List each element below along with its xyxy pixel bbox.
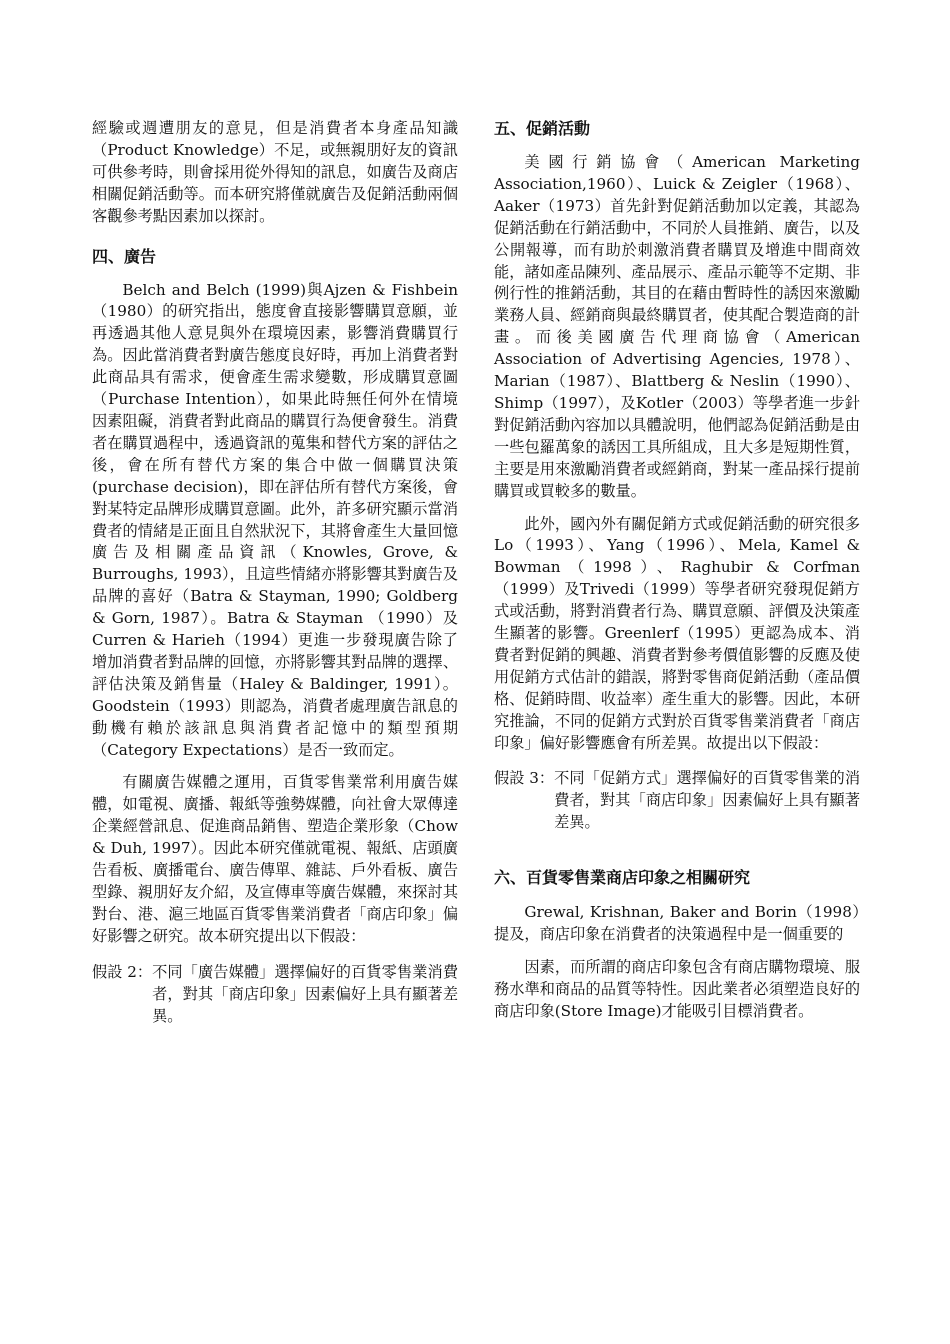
- hypothesis-2: [92, 962, 458, 1028]
- hypothesis-2-text: 不同「廣告媒體」選擇偏好的百貨零售業消費者，對其「商店印象」因素偏好上具有顯著差異。: [152, 962, 458, 1025]
- right-column: [494, 118, 860, 1023]
- paragraph-store-image-1: Grewal, Krishnan, Baker and Borin（1998）提及，商店印象在消費者的決策過程中是一個重要的: [494, 903, 860, 944]
- left-column: [92, 118, 458, 1027]
- hypothesis-3: [494, 768, 860, 834]
- paragraph-store-image-2: 因素，而所謂的商店印象包含有商店購物環境、服務水準和商品的品質等特性。因此業者必須塑造良好的商店印象(Store Image)才能吸引目標消費者。: [494, 958, 860, 1020]
- section-heading-store-image: 六、百貨零售業商店印象之相關研究: [494, 868, 751, 888]
- hypothesis-3-text: 不同「促銷方式」選擇偏好的百貨零售業的消費者，對其「商店印象」因素偏好上具有顯著差異。: [554, 769, 860, 832]
- paragraph-promotion-1: 美國行銷協會（American Marketing Association,1960）、Luick & Zeigler（1968）、Aaker（1973）首先針對促銷活動加以定義，其認為促銷活動在行銷活動中，不同於人員推銷、廣告，以及公開報導，而有助於刺激消費者購買及增進中間商效能，諸如產品陳列、產品展示、產品示範等不定期、非例行性的推銷活動，其目的在藉由暫時性的誘因來激勵業務人員、經銷商與最終購買者，使其配合製造商的計畫。而後美國廣告代理商協會（American Association of Advertising Agencies, 1978）、Marian（1987）、Blattberg & Neslin（1990）、Shimp（1997），及Kotler（2003）等學者進一步針對促銷活動內容加以具體說明，他們認為促銷活動是由一些包羅萬象的誘因工具所組成，且大多是短期性質，主要是用來激勵消費者或經銷商，對某一產品採行提前購買或買較多的數量。: [494, 153, 860, 500]
- paragraph-promotion-2: 此外，國內外有關促銷方式或促銷活動的研究很多Lo（1993）、Yang（1996）、Mela, Kamel & Bowman（1998）、Raghubir & Corfman（1999）及Trivedi（1999）等學者研究發現促銷方式或活動，將對消費者行為、購買意願、評價及決策產生顯著的影響。Greenlerf（1995）更認為成本、消費者對促銷的興趣、消費者對參考價值影響的反應及使用促銷方式估計的錯誤，將對零售商促銷活動（產品價格、促銷時間、收益率）產生重大的影響。因此，本研究推論，不同的促銷方式對於百貨零售業消費者「商店印象」偏好影響應會有所差異。故提出以下假設：: [494, 514, 860, 752]
- hypothesis-2-label: 假設 2：: [92, 962, 153, 981]
- paragraph-intro: 經驗或週遭朋友的意見，但是消費者本身產品知識（Product Knowledge）不足，或無親朋好友的資訊可供參考時，則會採用從外得知的訊息，如廣告及商店相關促銷活動等。而本研究將僅就廣告及促銷活動兩個客觀參考點因素加以探討。: [92, 119, 458, 225]
- section-heading-advertising: 四、廣告: [92, 246, 157, 266]
- hypothesis-3-label: 假設 3：: [494, 769, 555, 788]
- paragraph-advertising-2: 有關廣告媒體之運用，百貨零售業常利用廣告媒體，如電視、廣播、報紙等強勢媒體，向社會大眾傳達企業經營訊息、促進商品銷售、塑造企業形象（Chow & Duh, 1997）。因此本研究僅就電視、報紙、店頭廣告看板、廣播電台、廣告傳單、雜誌、戶外看板、廣告型錄、親朋好友介紹，及宣傳車等廣告媒體，來探討其對台、港、滬三地區百貨零售業消費者「商店印象」偏好影響之研究。故本研究提出以下假設：: [92, 773, 458, 945]
- paragraph-advertising-1: Belch and Belch (1999)與Ajzen & Fishbein（1980）的研究指出，態度會直接影響購買意願，並再透過其他人意見與外在環境因素，影響消費購買行為。因此當消費者對廣告態度良好時，再加上消費者對此商品具有需求，便會產生需求變數，形成購買意圖（Purchase Intention），如果此時無任何外在情境因素阻礙，消費者對此商品的購買行為便會發生。消費者在購買過程中，透過資訊的蒐集和替代方案的評估之後，會在所有替代方案的集合中做一個購買決策(purchase decision)，即在評估所有替代方案後，會對某特定品牌形成購買意圖。此外，許多研究顯示當消費者的情緒是正面且自然狀況下，其將會產生大量回憶廣告及相關產品資訊（Knowles, Grove, & Burroughs, 1993），且這些情緒亦將影響其對廣告及品牌的喜好（Batra & Stayman, 1990; Goldberg & Gorn, 1987）。Batra & Stayman （1990）及Curren & Harieh（1994）更進一步發現廣告除了增加消費者對品牌的回憶，亦將影響其對品牌的選擇、評估決策及銷售量（Haley & Baldinger, 1991）。Goodstein（1993）則認為，消費者處理廣告訊息的動機有賴於該訊息與消費者記憶中的類型預期（Category Expectations）是否一致而定。: [92, 280, 458, 759]
- section-heading-promotion: 五、促銷活動: [494, 119, 591, 138]
